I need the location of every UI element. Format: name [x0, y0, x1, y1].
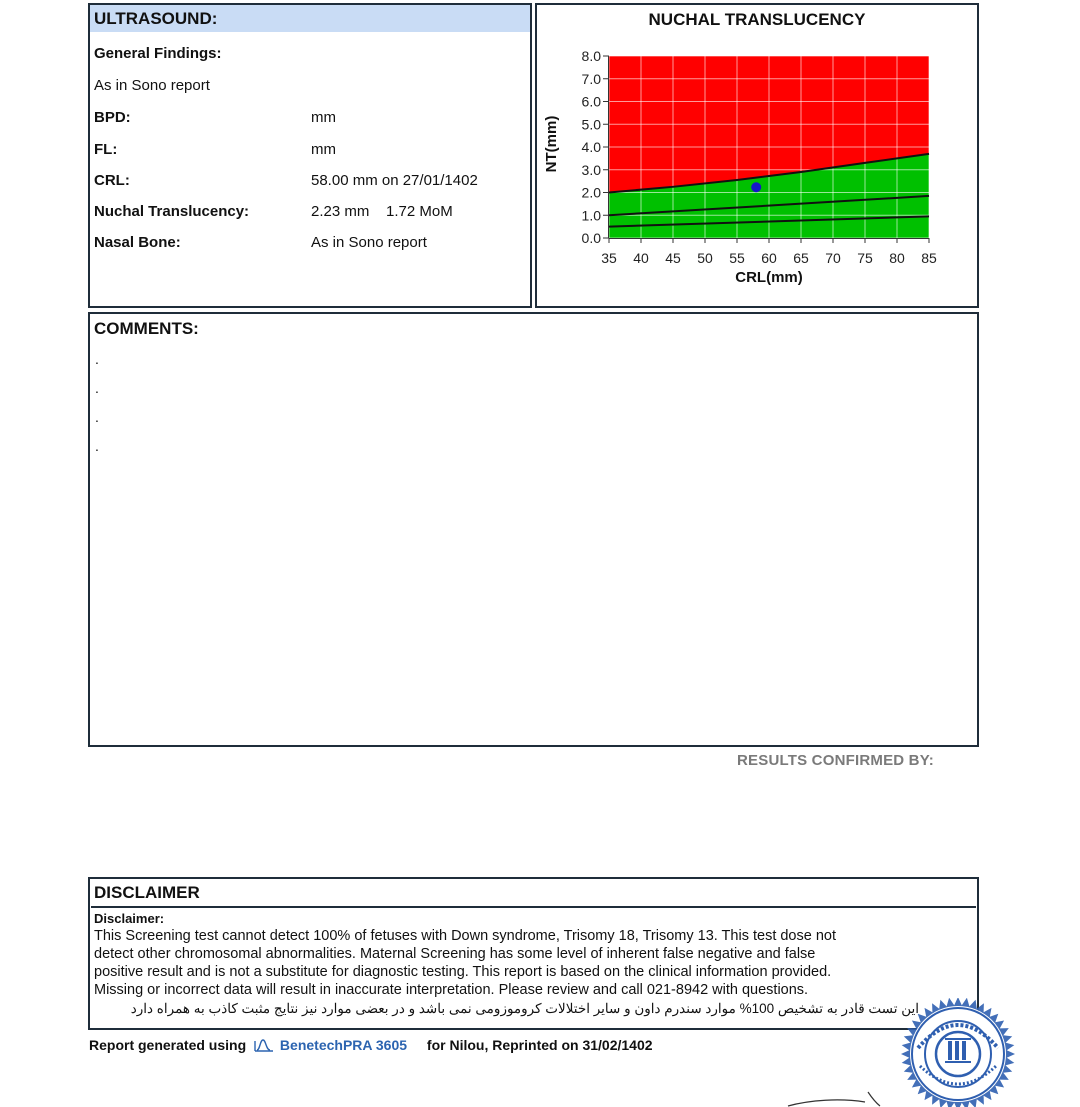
bpd-label: BPD:	[94, 109, 131, 126]
nt-chart	[537, 5, 977, 306]
comment-line: .	[95, 438, 99, 454]
disclaimer-persian-line: این تست قادر به تشخیص 100% موارد سندرم داون و سایر اختلالات کروموزومی نمی باشد و در بعضی موارد نیز نتایج مثبت کاذب به همراه دارد	[130, 1001, 919, 1016]
x-tick-label: 75	[857, 250, 873, 266]
clinic-seal-stamp	[896, 998, 1022, 1107]
comment-line: .	[95, 409, 99, 425]
x-tick-label: 85	[921, 250, 937, 266]
footer-suffix: for Nilou, Reprinted on 31/02/1402	[426, 1037, 653, 1053]
benetech-logo-icon	[254, 1038, 274, 1055]
disclaimer-line: Missing or incorrect data will result in inaccurate interpretation. Please review and call 021-8942 with questions.	[94, 982, 809, 998]
y-tick-label: 7.0	[581, 70, 601, 87]
x-tick-label: 50	[697, 250, 713, 266]
y-tick-label: 2.0	[581, 184, 601, 201]
comments-panel	[88, 312, 979, 747]
x-tick-label: 60	[761, 250, 777, 266]
x-tick-label: 40	[633, 250, 649, 266]
x-tick-label: 65	[793, 250, 809, 266]
signature-scribble	[780, 1090, 890, 1107]
nasal-bone-label: Nasal Bone:	[94, 234, 181, 251]
nt-label: Nuchal Translucency:	[94, 203, 250, 220]
y-tick-label: 6.0	[581, 93, 601, 110]
disclaimer-line: positive result and is not a substitute for diagnostic testing. This report is based on the clinical information provided.	[94, 964, 832, 980]
y-tick-label: 8.0	[581, 48, 601, 64]
fl-label: FL:	[94, 141, 118, 158]
y-tick-label: 1.0	[581, 207, 601, 224]
ultrasound-panel	[88, 3, 532, 308]
y-tick-label: 0.0	[581, 230, 601, 246]
disclaimer-line: This Screening test cannot detect 100% of fetuses with Down syndrome, Trisomy 18, Trisomy 13. This test dose not	[94, 928, 836, 944]
x-tick-label: 35	[601, 250, 617, 266]
chart-title: NUCHAL TRANSLUCENCY	[648, 10, 866, 29]
fl-value: mm	[311, 141, 336, 158]
crl-label: CRL:	[94, 172, 130, 189]
results-confirmed-by: RESULTS CONFIRMED BY:	[737, 752, 934, 769]
x-tick-label: 80	[889, 250, 905, 266]
crl-value: 58.00 mm on 27/01/1402	[311, 172, 478, 189]
comments-title: COMMENTS:	[94, 319, 199, 338]
patient-data-point	[751, 182, 761, 192]
footer-prefix: Report generated using	[89, 1037, 247, 1053]
y-tick-label: 4.0	[581, 139, 601, 155]
disclaimer-panel	[88, 877, 979, 1030]
footer-brand: BenetechPRA 3605	[279, 1037, 408, 1053]
disclaimer-subtitle: Disclaimer:	[94, 911, 165, 926]
comment-line: .	[95, 351, 99, 367]
nasal-bone-value: As in Sono report	[311, 234, 427, 251]
general-findings-label: General Findings:	[94, 45, 222, 62]
nt-value: 2.23 mm 1.72 MoM	[311, 203, 453, 220]
x-tick-label: 55	[729, 250, 745, 266]
ultrasound-title: ULTRASOUND:	[90, 5, 530, 32]
nuchal-translucency-panel	[535, 3, 979, 308]
x-tick-label: 45	[665, 250, 681, 266]
report-footer	[89, 1037, 653, 1055]
y-axis-label: NT(mm)	[543, 115, 560, 173]
y-tick-label: 3.0	[581, 161, 601, 178]
bpd-value: mm	[311, 109, 336, 126]
disclaimer-title: DISCLAIMER	[94, 883, 200, 902]
comment-line: .	[95, 380, 99, 396]
x-tick-label: 70	[825, 250, 841, 266]
disclaimer-line: detect other chromosomal abnormalities. Maternal Screening has some level of inherent false negative and false	[94, 946, 816, 962]
y-tick-label: 5.0	[581, 116, 601, 133]
x-axis-label: CRL(mm)	[735, 269, 803, 286]
general-findings-value: As in Sono report	[94, 77, 210, 94]
disclaimer-body	[91, 906, 976, 1028]
